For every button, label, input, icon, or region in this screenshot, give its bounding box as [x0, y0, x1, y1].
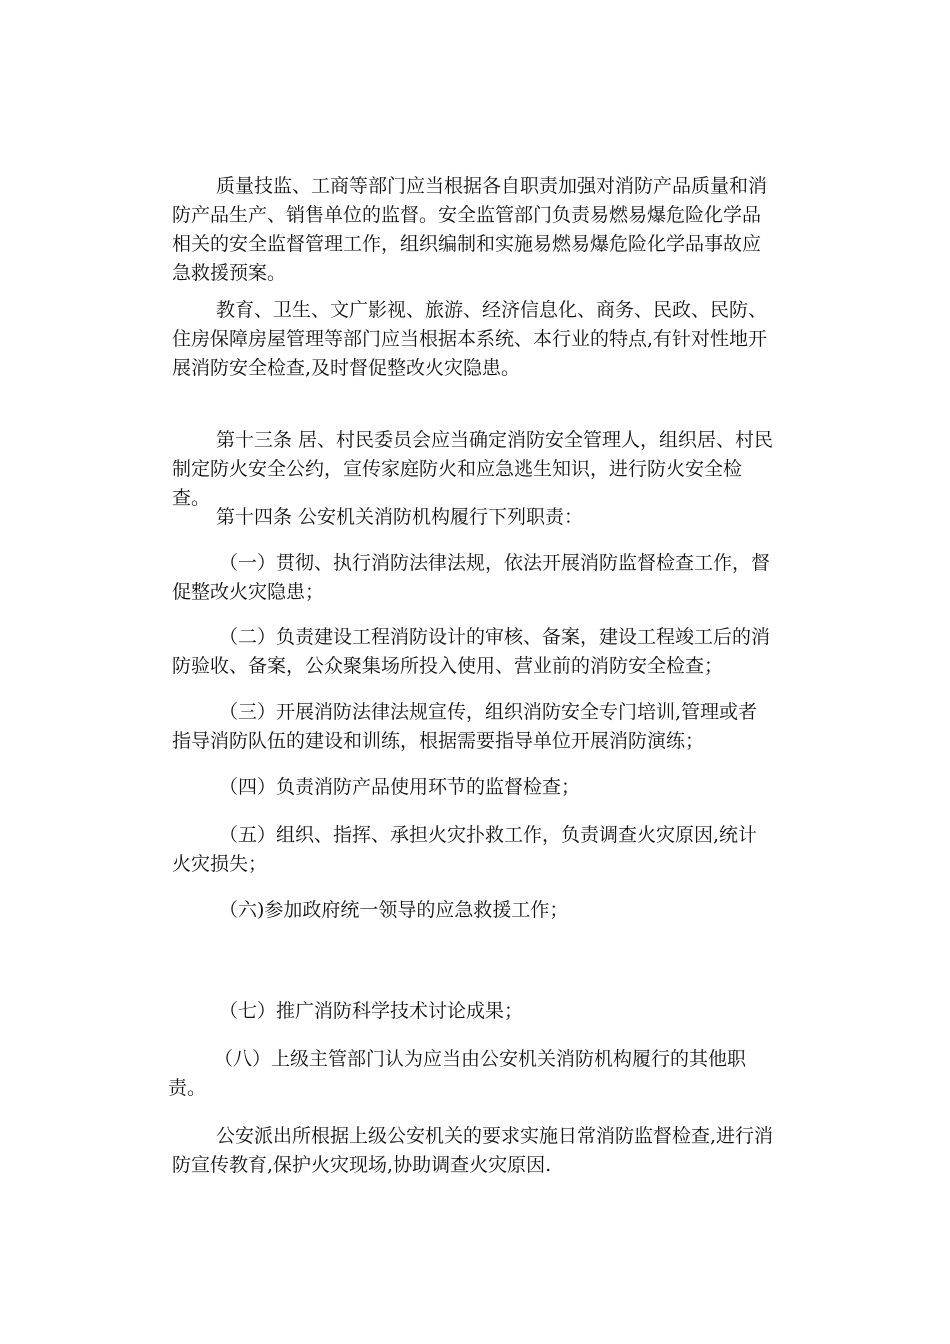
paragraph-article-14-heading: 第十四条 公安机关消防机构履行下列职责：: [216, 506, 584, 528]
list-item-duty-4: （四）负责消防产品使用环节的监督检查；: [219, 776, 581, 798]
list-item-duty-1: （一）贯彻、执行消防法律法规，依法开展消防监督检查工作，督促整改火灾隐患；: [172, 552, 771, 603]
list-item-duty-7: （七）推广消防科学技术讨论成果；: [219, 1000, 524, 1022]
list-item-duty-5: （五）组织、指挥、承担火灾扑救工作，负责调查火灾原因,统计火灾损失；: [172, 824, 758, 875]
paragraph-quality-supervision: 质量技监、工商等部门应当根据各自职责加强对消防产品质量和消防产品生产、销售单位的监督。安全监管部门负责易燃易爆危险化学品相关的安全监督管理工作，组织编制和实施易燃易爆危险化学品事故应急救援预案。: [172, 175, 768, 284]
list-item-duty-3: （三）开展消防法律法规宣传，组织消防安全专门培训,管理或者指导消防队伍的建设和训练，根据需要指导单位开展消防演练；: [172, 701, 758, 752]
list-item-duty-8: （八）上级主管部门认为应当由公安机关消防机构履行的其他职责。: [168, 1048, 747, 1099]
list-item-duty-6: （六)参加政府统一领导的应急救援工作；: [219, 899, 569, 921]
list-item-duty-2: （二）负责建设工程消防设计的审核、备案，建设工程竣工后的消防验收、备案，公众聚集场所投入使用、营业前的消防安全检查；: [172, 626, 771, 677]
paragraph-department-inspection: 教育、卫生、文广影视、旅游、经济信息化、商务、民政、民防、住房保障房屋管理等部门应当根据本系统、本行业的特点,有针对性地开展消防安全检查,及时督促整改火灾隐患。: [172, 299, 768, 379]
paragraph-article-13: 第十三条 居、村民委员会应当确定消防安全管理人，组织居、村民制定防火安全公约，宣传家庭防火和应急逃生知识，进行防火安全检查。: [172, 429, 774, 509]
paragraph-police-station: 公安派出所根据上级公安机关的要求实施日常消防监督检查,进行消防宣传教育,保护火灾现场,协助调查火灾原因.: [172, 1125, 774, 1176]
